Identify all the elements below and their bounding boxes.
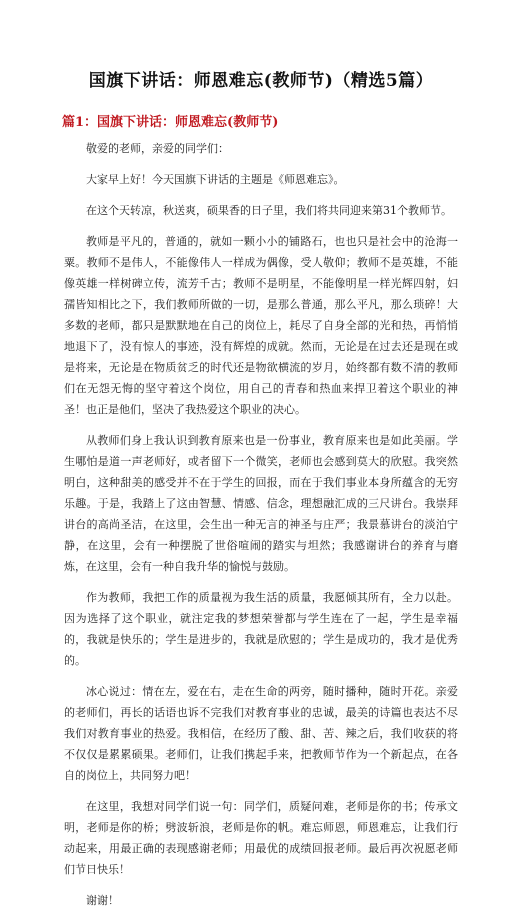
paragraph-greeting: 敬爱的老师，亲爱的同学们： [86, 142, 229, 155]
paragraph-teachers-day: 在这个天转凉，秋送爽，硕果香的日子里，我们将共同迎来第31个教师节。 [86, 204, 452, 217]
document-title: 国旗下讲话：师恩难忘(教师节)（精选5篇） [88, 71, 434, 91]
section-title: 篇1：国旗下讲话：师恩难忘(教师节) [62, 115, 279, 130]
paragraph-work-quality: 作为教师，我把工作的质量视为我生活的质量，我愿倾其所有，全力以赴。因为选择了这个职业，就注定我的梦想荣誉都与学生连在了一起，学生是幸福的，我就是快乐的；学生是进步的，我就是欣慰的；学生是成功的，我才是优秀的。 [64, 591, 458, 667]
paragraph-opening: 大家早上好！今天国旗下讲话的主题是《师恩难忘》。 [86, 173, 345, 186]
paragraph-bingxin-quote: 冰心说过：情在左，爱在右，走在生命的两旁，随时播种，随时开花。亲爱的老师们，再长的话语也诉不完我们对教育事业的忠诚，最美的诗篇也表达不尽我们对教育事业的热爱。我相信，在经历了酸、甜、苦、辣之后，我们收获的将不仅仅是累累硕果。老师们，让我们携起手来，把教师节作为一个新起点，在各自的岗位上，共同努力吧！ [64, 685, 458, 782]
paragraph-ordinary-teachers: 教师是平凡的，普通的，就如一颗小小的铺路石，也也只是社会中的沧海一粟。教师不是伟人，不能像伟人一样成为偶像，受人敬仰；教师不是英雄，不能像英雄一样树碑立传，流芳千古；教师不是明星，不能像明星一样光辉四射，妇孺皆知相比之下，我们教师所做的一切，是那么普通，那么平凡，那么琐碎！大多数的老师，都只是默默地在自己的岗位上，耗尽了自身全部的光和热，再悄悄地退下了，没有惊人的事迹，没有辉煌的成就。然而，无论是在过去还是现在或是将来，无论是在物质贫乏的时代还是物欲横流的岁月，始终都有数不清的教师们在无怨无悔的坚守着这个岗位，用自己的青春和热血来捍卫着这个职业的神圣！也正是他们，坚决了我热爱这个职业的决心。 [64, 235, 458, 416]
paragraph-to-students: 在这里，我想对同学们说一句：同学们，质疑问难，老师是你的书；传承文明，老师是你的桥；劈波斩浪，老师是你的帆。难忘师恩，师恩难忘，让我们行动起来，用最正确的表现感谢老师；用最优的成绩回报老师。最后再次祝愿老师们节日快乐！ [64, 800, 458, 876]
paragraph-thanks: 谢谢！ [86, 894, 119, 907]
paragraph-education-career: 从教师们身上我认识到教育原来也是一份事业，教育原来也是如此美丽。学生哪怕是道一声老师好，或者留下一个微笑，老师也会感到莫大的欣慰。我突然明白，这种甜美的感受并不在于学生的回报，而在于我们事业本身所蕴含的无穷乐趣。于是，我踏上了这由智慧、情感、信念，理想融汇成的三尺讲台。我崇拜讲台的高尚圣洁，在这里，会生出一种无言的神圣与庄严；我景慕讲台的淡泊宁静，在这里，会有一种摆脱了世俗喧闹的踏实与坦然；我感谢讲台的养育与磨炼，在这里，会有一种自我升华的愉悦与鼓励。 [64, 434, 458, 573]
